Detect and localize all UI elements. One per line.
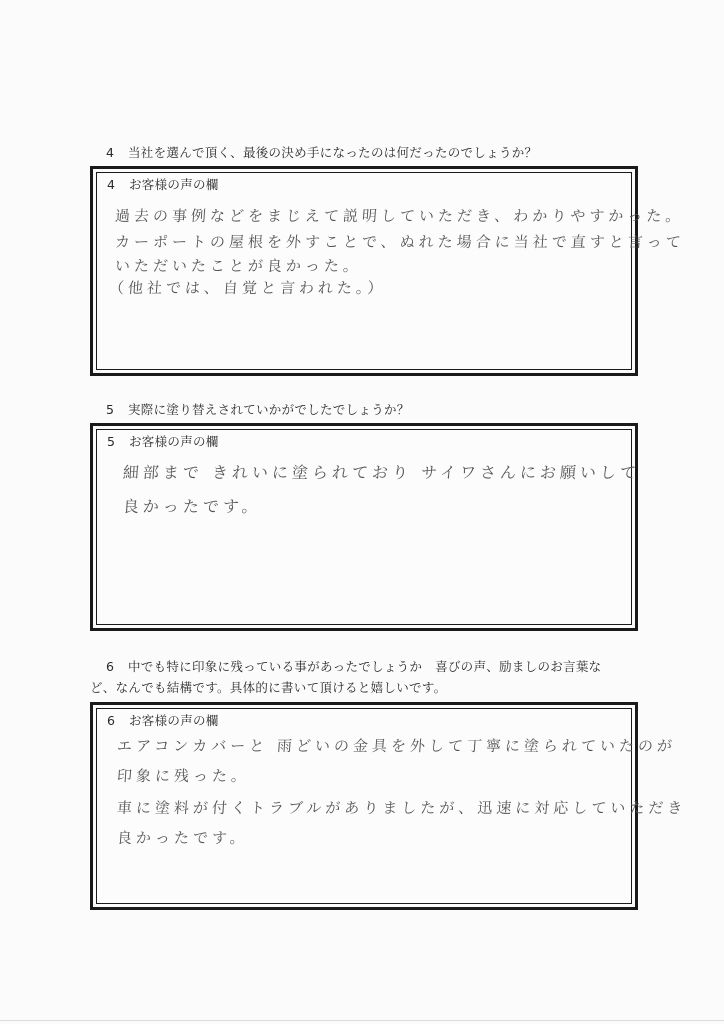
page-edge-divider [0, 1020, 724, 1021]
answer-box-5-title: お客様の声の欄 [129, 434, 219, 449]
answer-box-6 [90, 702, 688, 910]
answer-box-5-number: 5 [107, 434, 116, 449]
handwritten-line: 印象に残った。 [116, 767, 251, 785]
question-5-number: 5 [106, 402, 115, 417]
answer-box-6-title: お客様の声の欄 [129, 713, 219, 728]
handwritten-line: エアコンカバーと 雨どいの金具を外して丁寧に塗られていたのが [116, 737, 677, 755]
handwritten-line: 細部まで きれいに塗られており サイワさんにお願いして [122, 463, 641, 482]
answer-box-4-number: 4 [107, 177, 116, 192]
question-5-text: 実際に塗り替えされていかがでしたでしょうか？ [128, 402, 410, 417]
question-4-number: 4 [106, 145, 115, 160]
question-6-text-line2: ど、なんでも結構です。具体的に書いて頂けると嬉しいです。 [90, 680, 447, 695]
question-4 [106, 143, 537, 163]
handwritten-line: いただいたことが良かった。 [114, 257, 363, 275]
handwritten-line: 過去の事例などをまじえて説明していただき、わかりやすかった。 [114, 207, 686, 225]
question-4-text: 当社を選んで頂く、最後の決め手になったのは何だったのでしょうか？ [128, 145, 538, 160]
answer-box-5-label [107, 432, 219, 450]
question-5 [106, 400, 410, 420]
handwritten-line: 良かったです。 [122, 497, 263, 516]
answer-box-4 [90, 166, 686, 376]
answer-box-4-title: お客様の声の欄 [129, 177, 219, 192]
question-6-text-line1: 中でも特に印象に残っている事があったでしょうか 喜びの声、励ましのお言葉な [128, 659, 602, 674]
answer-box-6-label [107, 711, 219, 729]
handwritten-line: （他社では、自覚と言われた。） [108, 279, 388, 297]
handwritten-line: 車に塗料が付くトラブルがありましたが、迅速に対応していただき [116, 799, 688, 817]
answer-box-4-label [107, 175, 219, 193]
answer-box-5 [90, 423, 641, 631]
handwritten-line: カーポートの屋根を外すことで、ぬれた場合に当社で直すと言って [114, 233, 686, 251]
question-6 [106, 657, 666, 677]
question-6-number: 6 [106, 659, 115, 674]
answer-box-6-number: 6 [107, 713, 116, 728]
handwritten-line: 良かったです。 [116, 829, 250, 847]
